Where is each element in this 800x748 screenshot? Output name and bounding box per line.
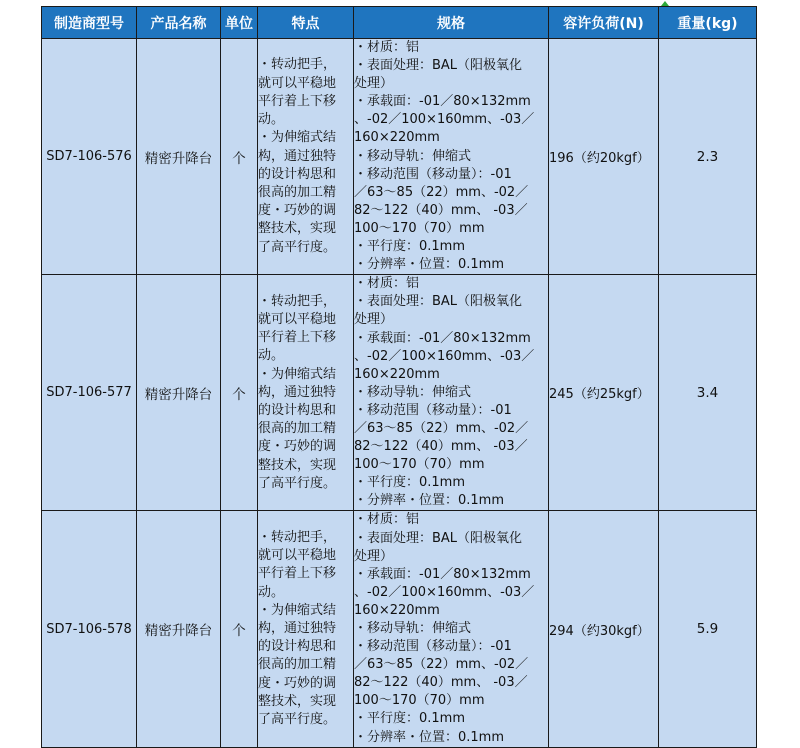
cell-unit: 个 bbox=[221, 511, 258, 747]
spec-line: ・材质：铝 bbox=[354, 512, 420, 528]
spec-line: ・移动范围（移动量）：-01 bbox=[354, 639, 512, 655]
spec-line: 100～170（70）mm bbox=[354, 693, 485, 709]
cell-weight: 5.9 bbox=[659, 511, 757, 747]
feature-line: ・为伸缩式结 bbox=[258, 366, 337, 382]
spec-line: ・分辨率・位置：0.1mm bbox=[354, 493, 505, 509]
spec-line: 、-02／100×160mm、-03／ bbox=[354, 584, 535, 600]
cell-model: SD7-106-576 bbox=[42, 39, 137, 275]
feature-line: 平行着上下移 bbox=[258, 566, 337, 582]
feature-line: 了高平行度。 bbox=[258, 239, 337, 255]
spec-line: 160×220mm bbox=[354, 130, 440, 146]
cell-features bbox=[258, 511, 354, 747]
spec-line: ・承载面：-01／80×132mm bbox=[354, 94, 531, 110]
cell-allowable-load: 196（约20kgf） bbox=[549, 39, 659, 275]
cell-allowable-load: 294（约30kgf） bbox=[549, 511, 659, 747]
spec-line: ・移动导轨：伸缩式 bbox=[354, 621, 472, 636]
spec-line: ・移动导轨：伸缩式 bbox=[354, 148, 472, 164]
feature-line: 就可以平稳地 bbox=[258, 311, 337, 327]
feature-line: ・转动把手， bbox=[258, 57, 337, 73]
table-row bbox=[42, 275, 757, 511]
spec-line: ・移动范围（移动量）：-01 bbox=[354, 402, 512, 418]
spec-line: ・表面处理：BAL（阳极氧化 bbox=[354, 58, 523, 74]
spec-line: 160×220mm bbox=[354, 602, 440, 618]
spec-line: 82～122（40）mm、 -03／ bbox=[354, 202, 528, 218]
spec-line: 处理） bbox=[354, 548, 394, 564]
feature-line: 很高的加工精 bbox=[258, 184, 337, 200]
spec-line: ・移动导轨：伸缩式 bbox=[354, 384, 472, 400]
feature-line: ・转动把手， bbox=[258, 293, 337, 309]
header-row bbox=[42, 7, 757, 39]
cell-features bbox=[258, 39, 354, 275]
feature-line: 动。 bbox=[258, 112, 285, 128]
product-spec-table bbox=[41, 6, 757, 748]
table-row bbox=[42, 511, 757, 747]
header-features: 特点 bbox=[258, 7, 354, 39]
table-row bbox=[42, 39, 757, 275]
cell-product-name: 精密升降台 bbox=[137, 39, 221, 275]
spec-line: ・平行度：0.1mm bbox=[354, 239, 466, 255]
cell-model: SD7-106-578 bbox=[42, 511, 137, 747]
header-unit: 单位 bbox=[221, 7, 258, 39]
spec-line: ・表面处理：BAL（阳极氧化 bbox=[354, 530, 523, 546]
header-allowable-load: 容许负荷(N) bbox=[549, 7, 659, 39]
spec-line: 处理） bbox=[354, 312, 394, 328]
feature-line: 动。 bbox=[258, 348, 285, 364]
header-product-name: 产品名称 bbox=[137, 7, 221, 39]
spec-line: ・分辨率・位置：0.1mm bbox=[354, 257, 505, 273]
feature-line: 很高的加工精 bbox=[258, 657, 337, 673]
feature-line: 构，通过独特 bbox=[258, 148, 337, 164]
cell-features bbox=[258, 275, 354, 511]
feature-line: 平行着上下移 bbox=[258, 93, 337, 109]
feature-line: 构，通过独特 bbox=[258, 384, 337, 400]
feature-line: 度・巧妙的调 bbox=[258, 203, 337, 219]
spec-line: 处理） bbox=[354, 76, 394, 92]
spec-line: 82～122（40）mm、 -03／ bbox=[354, 439, 528, 455]
feature-line: 了高平行度。 bbox=[258, 711, 337, 727]
feature-line: 的设计构思和 bbox=[258, 639, 337, 655]
cell-product-name: 精密升降台 bbox=[137, 275, 221, 511]
feature-line: ・转动把手， bbox=[258, 529, 337, 545]
cell-allowable-load: 245（约25kgf） bbox=[549, 275, 659, 511]
cell-unit: 个 bbox=[221, 275, 258, 511]
spec-line: ・表面处理：BAL（阳极氧化 bbox=[354, 294, 523, 310]
feature-line: 度・巧妙的调 bbox=[258, 675, 337, 691]
feature-line: 平行着上下移 bbox=[258, 330, 337, 346]
cell-weight: 3.4 bbox=[659, 275, 757, 511]
feature-line: 动。 bbox=[258, 584, 285, 600]
feature-line: 很高的加工精 bbox=[258, 421, 337, 437]
spec-line: 100～170（70）mm bbox=[354, 220, 485, 236]
feature-line: 度・巧妙的调 bbox=[258, 439, 337, 455]
spec-line: ・承载面：-01／80×132mm bbox=[354, 566, 531, 582]
header-specs: 规格 bbox=[354, 7, 549, 39]
feature-line: ・为伸缩式结 bbox=[258, 130, 337, 146]
feature-line: 了高平行度。 bbox=[258, 475, 337, 491]
spec-line: ・材质：铝 bbox=[354, 40, 420, 55]
feature-line: 的设计构思和 bbox=[258, 402, 337, 418]
spec-line: 82～122（40）mm、 -03／ bbox=[354, 675, 528, 691]
feature-line: 构，通过独特 bbox=[258, 620, 337, 636]
feature-line: 就可以平稳地 bbox=[258, 548, 337, 564]
feature-line: 就可以平稳地 bbox=[258, 75, 337, 91]
cell-product-name: 精密升降台 bbox=[137, 511, 221, 747]
cell-specs bbox=[354, 39, 549, 275]
spec-line: ／63～85（22）mm、-02／ bbox=[354, 420, 529, 436]
feature-line: 整技术，实现 bbox=[258, 221, 337, 237]
spec-line: 160×220mm bbox=[354, 366, 440, 382]
spec-line: ・平行度：0.1mm bbox=[354, 475, 466, 491]
cell-specs bbox=[354, 275, 549, 511]
feature-line: 的设计构思和 bbox=[258, 166, 337, 182]
header-weight: 重量(kg) bbox=[659, 7, 757, 39]
spec-line: ／63～85（22）mm、-02／ bbox=[354, 657, 529, 673]
feature-line: 整技术，实现 bbox=[258, 693, 337, 709]
spec-line: ・分辨率・位置：0.1mm bbox=[354, 729, 505, 745]
spec-line: ／63～85（22）mm、-02／ bbox=[354, 184, 529, 200]
spec-line: 100～170（70）mm bbox=[354, 457, 485, 473]
cell-unit: 个 bbox=[221, 39, 258, 275]
spec-line: 、-02／100×160mm、-03／ bbox=[354, 112, 535, 128]
spec-line: ・移动范围（移动量）：-01 bbox=[354, 166, 512, 182]
feature-line: ・为伸缩式结 bbox=[258, 602, 337, 618]
cell-specs bbox=[354, 511, 549, 747]
cell-model: SD7-106-577 bbox=[42, 275, 137, 511]
header-model: 制造商型号 bbox=[42, 7, 137, 39]
feature-line: 整技术，实现 bbox=[258, 457, 337, 473]
spec-line: ・承载面：-01／80×132mm bbox=[354, 330, 531, 346]
spec-line: ・材质：铝 bbox=[354, 276, 420, 292]
spec-line: ・平行度：0.1mm bbox=[354, 711, 466, 727]
cell-weight: 2.3 bbox=[659, 39, 757, 275]
spec-line: 、-02／100×160mm、-03／ bbox=[354, 348, 535, 364]
